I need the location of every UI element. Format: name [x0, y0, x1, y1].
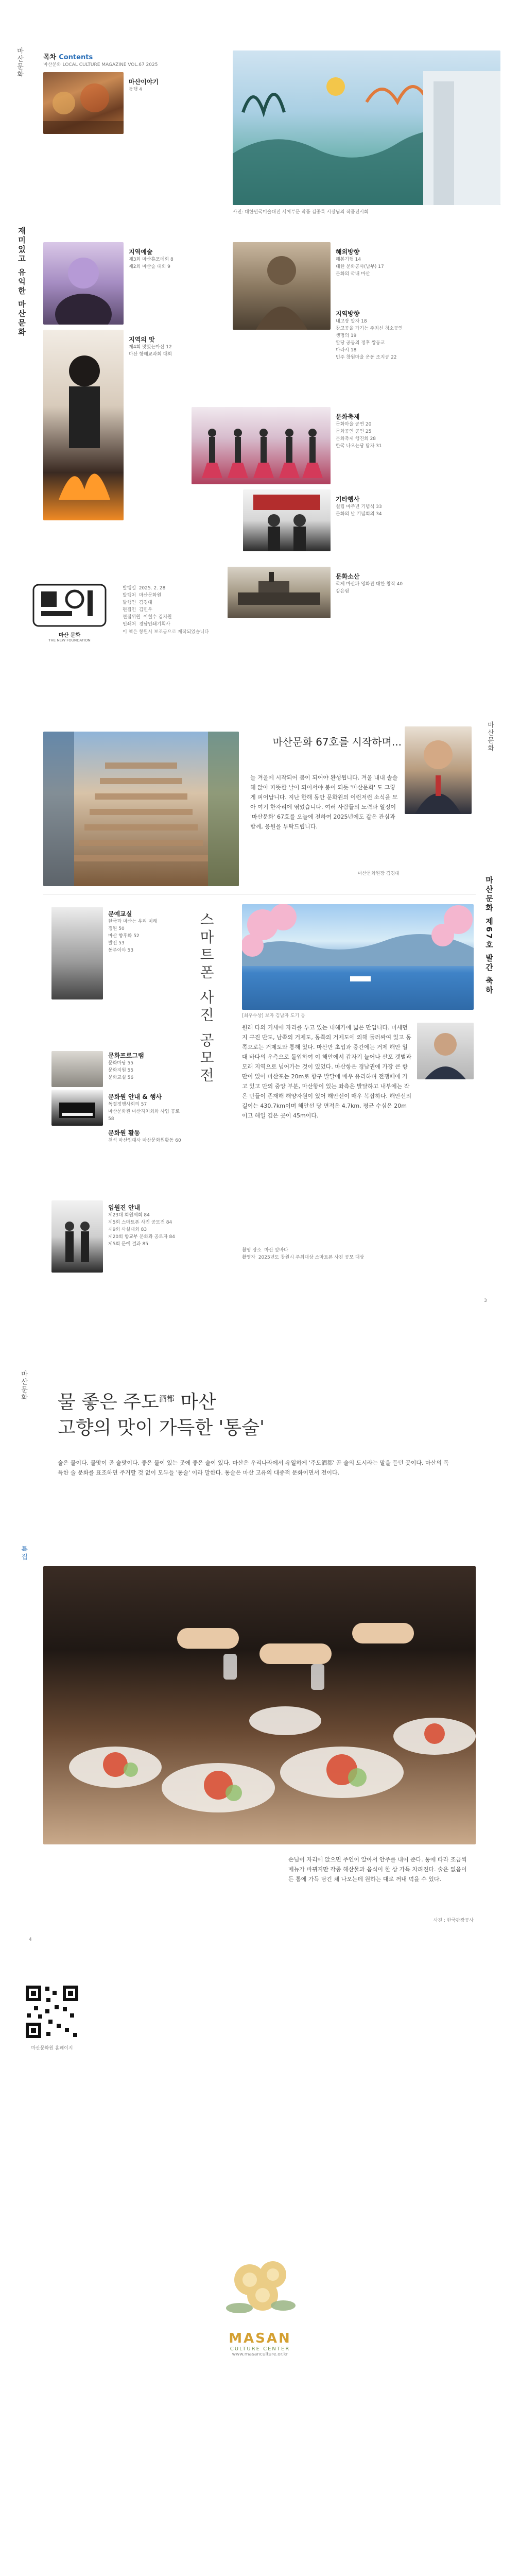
p3-side-label: 마산문화: [20, 1370, 27, 1401]
contest-item-3[interactable]: 문화원 안내 & 행사 독결정행사회의 57 마산문화원 마산자치회화 사업 공로 58: [108, 1093, 180, 1122]
winner-photo: [417, 1023, 474, 1079]
greeting-title: 마산문화 67호를 시작하며...: [272, 736, 402, 748]
article-intro: 술은 물이다. 물맛이 곧 술맛이다. 좋은 물이 있는 곳에 좋은 술이 있다. 마산은 우리나라에서 유일하게 '주도酒都' 곧 술의 도시라는 말을 듣던 곳이다. 마산의 독특한 술 문화를 표조하면 주거할 것 없이 모두들 '통술' 이라 말한다. 통술은 마산 고유의 대중적 문화이면서 전이다.: [58, 1460, 449, 1476]
photo-caption-body: 손님이 자리에 앉으면 주인이 알아서 안주를 내어 준다. 통에 따라 조금씩 메뉴가 바뀌지만 각종 해산물과 음식이 한 상 가득 차려진다. 술은 없음이 든 통에 가득 담긴 채 나오는데 원하는 대로 꺼내 먹을 수 있다.: [288, 1856, 467, 1883]
dance-photo: [192, 407, 331, 484]
contest-item-1[interactable]: 문예교실 한국과 마산는 우리 미래 정원 50 마산 향후화 52 발전 53 동주이야 53: [108, 910, 158, 953]
classroom-photo: [51, 907, 103, 999]
statue-graphic: [233, 242, 331, 330]
fire-cooking-graphic: [43, 330, 124, 520]
toc-item-8[interactable]: 문화소산 국제 마산파 영화관 대한 창작 40 강은림: [336, 573, 403, 594]
p2-side-label-main: 마산문화 제67호 발간 축하: [484, 876, 494, 995]
qr-block[interactable]: 마산문화원 홈페이지: [24, 1984, 80, 2051]
statue-photo: [233, 242, 331, 330]
toc-item-3[interactable]: 지역의 맛 제4회 맛있는마산 12 마산 항해교과회 대회: [129, 336, 172, 357]
p3-side-note: 특집: [20, 1546, 27, 1561]
contest-vertical-title: 스마트폰 사진 공모전: [198, 912, 215, 1085]
director-graphic: [405, 726, 472, 814]
portrait-graphic: [43, 242, 124, 325]
vintage-ship-photo: [228, 567, 331, 618]
magazine-logo: 마산 문화 THE NEW FOUNDATION: [31, 582, 108, 639]
contest-meta: 촬영 장소 마산 앞바다 촬영자 2025년도 창원시 주최대상 스마트폰 사진 공모 대상: [242, 1248, 365, 1260]
mural-photo: [233, 50, 500, 205]
program-photo-1: [51, 1051, 103, 1087]
logo-graphic: [31, 582, 108, 629]
toc-item-1[interactable]: 마산이야기 동행 4: [129, 78, 159, 92]
p2-page-number: 3: [484, 1298, 487, 1303]
prize-label: [최우수상] 보자 김남자 도기 등: [242, 1013, 305, 1019]
contest-winning-photo: [242, 904, 474, 1010]
toc-heading: 목차 Contents: [43, 54, 93, 61]
tongsul-photo: [43, 1566, 476, 1844]
p2-side-label-top: 마산문화: [486, 721, 494, 752]
toc-item-6[interactable]: 문화축제 문화마을 공연 20 문화공연 공연 25 문화축제 행진회 28 한국 나오는당 탐자 31: [336, 413, 382, 449]
qr-code-icon[interactable]: [24, 1984, 80, 2040]
fire-cooking-photo: [43, 330, 124, 520]
greeting-sign: 마산문화원장 김경대: [357, 871, 400, 876]
sea-graphic: [242, 904, 474, 1010]
flower-logo-icon: [214, 2251, 306, 2329]
greeting-body: 늘 겨울에 시작되어 봄이 되어야 완성됩니다. 겨울 내내 솔솔해 앉아 따뜻한 날이 되어서야 봉이 되듯 '마산문화' 도 그렇게 피어납니다. 지난 한해 동안 문화원의 이런저런 소식을 모아 여기 한자리에 엮었습니다. 여러 사람들의 노력과 열정이 '마산문화' 67호를 오늘에 전하여 2025년에도 같은 관심과 함께, 응원을 부탁드립니다.: [250, 774, 398, 830]
contest-body: 원래 다의 거세에 자리를 두고 있는 내해가에 넓은 만입니다. 미세먼지 구진 반도, 남쪽의 거제도, 동쪽의 거제도에 의해 둘러싸여 있고 동쪽으로는 거제도와 통해 있다. 마산만 초입과 중간에는 거제 해안 일대 바다의 우측으로 돌입하여 이 해안에서 갑자기 늘어나 산포 갯벌과 모래 지역으로 넘어가는 것이 있었다. 마산항은 경남권에 가장 큰 항만이 있어 마산포는 20m로 항구 발달에 매우 유리하며 전쟁때에 가고 있고 만의 중앙 부분, 마산항이 있는 좌측은 발달하고 내부에는 작은 만들이 존재해 해양자원이 있어 해안선이 매우 복잡하다. 해안선의 길이는 430.7km이며 해안선 당 면적은 4.7km, 평균 수심은 20m이고 해일 깊은 곳이 45m이다.: [242, 1024, 411, 1119]
portrait-photo: [43, 242, 124, 325]
back-brand-block: MASAN CULTURE CENTER www.masanculture.or.kr: [196, 2251, 324, 2357]
publication-info: 발행일 2025. 2. 28 발행처 마산문화원 발행인 김경대 편집인 김민우 편집위원 이철수 김지원 인쇄처 경남인쇄기획사 이 책은 창원시 보조금으로 제작되었습니다: [123, 586, 209, 635]
market-photo: [43, 72, 124, 134]
winner-graphic: [417, 1023, 474, 1079]
ceremony-photo: [243, 489, 331, 551]
ship-graphic: [228, 567, 331, 618]
photo-caption: 사진: 대한민국미술대전 서예부문 작품 김종록 시장님의 작품전시회: [233, 210, 369, 215]
piano-graphic: [51, 1090, 103, 1126]
piano-photo: [51, 1090, 103, 1126]
toc-item-7[interactable]: 기타행사 설림 마주년 기념식 33 문화의 날 기념회의 34: [336, 496, 382, 517]
ceremony-graphic: [243, 489, 331, 551]
stairs-graphic: [43, 732, 239, 886]
officers-photo: [51, 1200, 103, 1273]
toc-item-5[interactable]: 지역방향 내고장 알자 18 창고공을 가기는 주최신 청소공연 생명의 19 알당 공동의 정후 쌍동교 마라시 18 민주 창원마을 운동 조지공 22: [336, 310, 403, 360]
director-photo: [405, 726, 472, 814]
market-photo-graphic: [43, 72, 124, 134]
dance-graphic: [192, 407, 331, 484]
contest-item-2[interactable]: 문화프로그램 문화마당 55 문화지원 55 문화교실 56: [108, 1052, 144, 1080]
contest-item-4[interactable]: 문화원 활동 천석 마산임대사 마산문화원활동 60: [108, 1129, 181, 1143]
toc-subtitle: 마산문화 LOCAL CULTURE MAGAZINE VOL.67 2025: [43, 62, 158, 67]
contest-item-5[interactable]: 임원진 안내 제23대 회원제회 84 제5회 스마트폰 사진 공모전 84 제9회 사설대회 83 제20회 향교부 문화과 공로자 84 제5회 문예 결과 85: [108, 1204, 175, 1247]
mural-graphic: [233, 50, 500, 205]
side-label-top: 마산문화: [15, 47, 23, 78]
tongsul-graphic: [43, 1566, 476, 1844]
toc-item-2[interactable]: 지역예술 제3회 마산휴포테회 8 제2회 마산숲 대회 9: [129, 248, 174, 269]
side-label-main: 재미있고 유익한 마산문화: [17, 227, 26, 337]
photo-credit: 사진 : 한국관광공사: [433, 1918, 474, 1923]
article-headline: 물 좋은 주도$^{酒都}$ 마산 고향의 맛이 가득한 '통술': [58, 1392, 265, 1438]
stairs-photo: [43, 732, 239, 886]
toc-item-4[interactable]: 해외방향 해봉기행 14 대한 문화공사(남부) 17 문화의 국내 마산: [336, 248, 384, 277]
p3-page-number: 4: [29, 1937, 32, 1942]
officers-graphic: [51, 1200, 103, 1273]
